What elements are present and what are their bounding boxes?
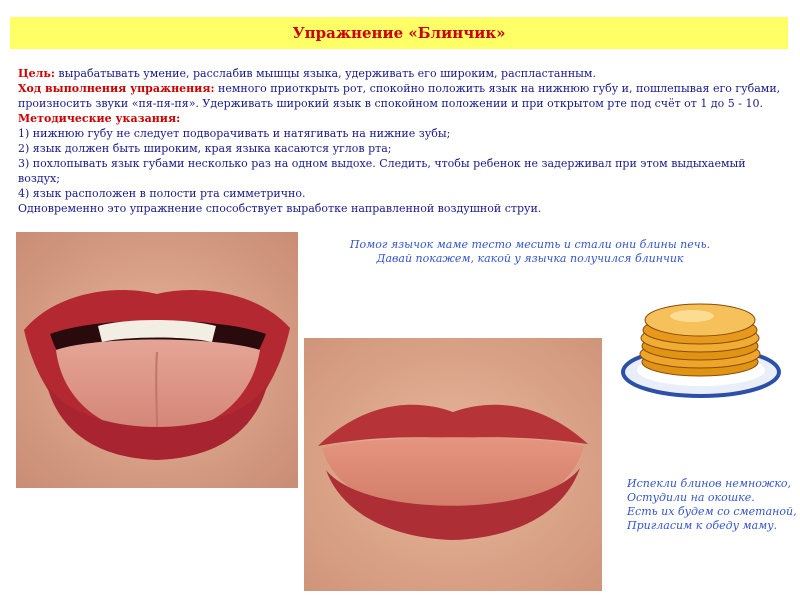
page-title: Упражнение «Блинчик» [292,24,506,42]
goal-label: Цель: [18,67,55,80]
poem-bottom-line-1: Испекли блинов немножко, [627,477,792,490]
procedure-text: немного приоткрыть рот, спокойно положить язык на нижнюю губу и, пошлепывая его губами, произносить звуки «пя-пя-пя». Удерживать широкий язык в спокойном положении и при открытом рте под счёт от 1 до 5 - 10. [18,82,781,110]
poem-bottom-line-2: Остудили на окошке. [627,491,755,504]
guidelines-label: Методические указания: [18,112,181,125]
poem-top-line-2: Давай покажем, какой у язычка получился блинчик [376,252,684,265]
pancake-stack-icon [620,290,782,402]
poem-bottom-line-3: Есть их будем со сметаной, [627,505,797,518]
tongue-photo-open-mouth [16,232,298,488]
tongue-photo-pancake [304,338,602,591]
poem-top-line-1: Помог язычок маме тесто месить и стали они блины печь. [349,238,711,251]
goal-paragraph [18,66,788,81]
guideline-item-1: 1) нижнюю губу не следует подворачивать и натягивать на нижние зубы; [18,127,451,140]
poem-bottom [627,477,797,533]
poem-bottom-line-4: Пригласим к обеду маму. [627,519,778,532]
poem-top [330,238,730,266]
guideline-item-2: 2) язык должен быть широким, края языка касаются углов рта; [18,142,392,155]
exercise-description [18,66,788,216]
title-bar [10,17,788,49]
procedure-label: Ход выполнения упражнения: [18,82,215,95]
guideline-item-4: 4) язык расположен в полости рта симметрично. [18,187,306,200]
guideline-item-3: 3) похлопывать язык губами несколько раз на одном выдохе. Следить, чтобы ребенок не задерживал при этом выдыхаемый воздух; [18,157,746,185]
guidelines-summary: Одновременно это упражнение способствует выработке направленной воздушной струи. [18,202,542,215]
goal-text: вырабатывать умение, расслабив мышцы языка, удерживать его широким, распластанным. [54,67,596,80]
procedure-paragraph [18,81,788,111]
